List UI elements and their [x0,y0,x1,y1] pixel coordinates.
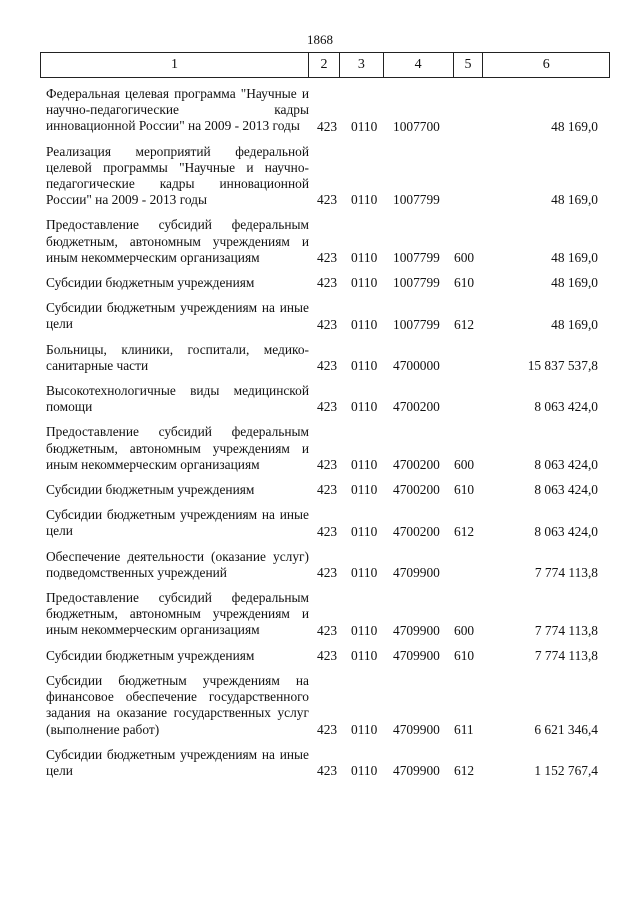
row-ministry-code: 423 [317,250,338,266]
row-values [46,524,606,540]
row-target-article: 4709900 [393,721,440,737]
row-description: Субсидии бюджетным учреждениям на финансовое обеспечение государственного задания на оказание государственных услуг (выполнение работ) [46,672,309,737]
row-values [46,119,606,135]
table-row [46,144,606,209]
row-description: Субсидии бюджетным учреждениям [46,647,255,663]
row-expense-type: 611 [454,721,474,737]
row-target-article: 4700000 [393,358,440,374]
row-section-code: 0110 [351,482,378,498]
header-col-4: 4 [384,53,454,77]
header-col-3: 3 [340,53,384,77]
row-expense-type: 610 [454,482,475,498]
table-row [46,747,606,779]
table-body [46,86,606,788]
row-ministry-code: 423 [317,622,338,638]
row-expense-type: 610 [454,647,475,663]
row-values [46,763,606,779]
row-expense-type: 600 [454,622,475,638]
row-values [46,722,606,738]
header-col-1: 1 [41,53,309,77]
row-amount: 8 063 424,0 [534,482,598,498]
row-target-article: 4709900 [393,647,440,663]
row-amount: 8 063 424,0 [534,457,598,473]
row-description: Реализация мероприятий федеральной целевой программы "Научные и научно-педагогические кадры инновационной России" на 2009 - 2013 годы [46,143,309,208]
row-values [46,648,606,664]
row-section-code: 0110 [351,721,378,737]
row-values [46,358,606,374]
row-target-article: 4709900 [393,622,440,638]
row-target-article: 4700200 [393,523,440,539]
row-section-code: 0110 [351,118,378,134]
row-target-article: 1007799 [393,316,440,332]
row-amount: 8 063 424,0 [534,399,598,415]
header-col-5: 5 [454,53,484,77]
row-description: Высокотехнологичные виды медицинской помощи [46,383,309,415]
row-ministry-code: 423 [317,192,338,208]
row-amount: 48 169,0 [551,316,598,332]
row-target-article: 1007799 [393,192,440,208]
row-target-article: 4700200 [393,482,440,498]
row-target-article: 4709900 [393,565,440,581]
row-section-code: 0110 [351,457,378,473]
row-ministry-code: 423 [317,721,338,737]
table-row [46,300,606,332]
row-section-code: 0110 [351,358,378,374]
row-description: Обеспечение деятельности (оказание услуг) подведомственных учреждений [46,548,309,580]
row-ministry-code: 423 [317,482,338,498]
row-ministry-code: 423 [317,565,338,581]
table-row [46,275,606,291]
table-row [46,482,606,498]
row-expense-type: 600 [454,457,475,473]
row-amount: 6 621 346,4 [534,721,598,737]
table-row [46,86,606,135]
row-section-code: 0110 [351,763,378,779]
row-description: Предоставление субсидий федеральным бюджетным, автономным учреждениям и иным некоммерческим организациям [46,217,309,265]
row-expense-type: 600 [454,250,475,266]
row-amount: 48 169,0 [551,275,598,291]
row-section-code: 0110 [351,523,378,539]
row-ministry-code: 423 [317,316,338,332]
row-target-article: 1007799 [393,275,440,291]
row-expense-type: 612 [454,523,475,539]
row-target-article: 4709900 [393,763,440,779]
row-values [46,457,606,473]
row-ministry-code: 423 [317,763,338,779]
row-amount: 8 063 424,0 [534,523,598,539]
row-ministry-code: 423 [317,275,338,291]
row-values [46,623,606,639]
row-amount: 1 152 767,4 [534,763,598,779]
row-ministry-code: 423 [317,399,338,415]
row-section-code: 0110 [351,250,378,266]
row-target-article: 4700200 [393,399,440,415]
table-row [46,217,606,266]
row-values [46,317,606,333]
header-col-2: 2 [309,53,340,77]
row-amount: 7 774 113,8 [534,647,598,663]
row-description: Предоставление субсидий федеральным бюджетным, автономным учреждениям и иным некоммерческим организациям [46,590,309,638]
table-row [46,590,606,639]
row-values [46,565,606,581]
row-values [46,275,606,291]
row-description: Субсидии бюджетным учреждениям на иные цели [46,507,309,539]
row-ministry-code: 423 [317,523,338,539]
table-row [46,648,606,664]
row-ministry-code: 423 [317,457,338,473]
row-section-code: 0110 [351,316,378,332]
header-col-6: 6 [542,57,550,72]
row-values [46,192,606,208]
table-row [46,342,606,374]
row-values [46,482,606,498]
row-description: Субсидии бюджетным учреждениям на иные цели [46,300,309,332]
row-amount: 15 837 537,8 [527,358,598,374]
table-row [46,673,606,738]
table-row [46,383,606,415]
row-description: Больницы, клиники, госпитали, медико-санитарные части [46,341,309,373]
row-expense-type: 612 [454,763,475,779]
row-section-code: 0110 [351,622,378,638]
row-values [46,399,606,415]
row-target-article: 1007799 [393,250,440,266]
row-section-code: 0110 [351,565,378,581]
row-amount: 48 169,0 [551,118,598,134]
row-description: Федеральная целевая программа "Научные и научно-педагогические кадры инновационной России" на 2009 - 2013 годы [46,86,309,134]
row-ministry-code: 423 [317,118,338,134]
row-description: Субсидии бюджетным учреждениям [46,482,255,498]
row-description: Субсидии бюджетным учреждениям на иные цели [46,746,309,778]
row-amount: 48 169,0 [551,250,598,266]
row-section-code: 0110 [351,275,378,291]
row-amount: 48 169,0 [551,192,598,208]
page-number: 1868 [307,32,333,47]
table-row [46,424,606,473]
table-row [46,549,606,581]
row-expense-type: 610 [454,275,475,291]
row-section-code: 0110 [351,192,378,208]
row-ministry-code: 423 [317,647,338,663]
row-amount: 7 774 113,8 [534,565,598,581]
row-description: Субсидии бюджетным учреждениям [46,275,255,291]
row-description: Предоставление субсидий федеральным бюджетным, автономным учреждениям и иным некоммерческим организациям [46,424,309,472]
row-target-article: 4700200 [393,457,440,473]
row-values [46,250,606,266]
table-row [46,507,606,539]
row-amount: 7 774 113,8 [534,622,598,638]
row-section-code: 0110 [351,647,378,663]
table-header [40,52,610,78]
row-ministry-code: 423 [317,358,338,374]
row-expense-type: 612 [454,316,475,332]
row-target-article: 1007700 [393,118,440,134]
row-section-code: 0110 [351,399,378,415]
